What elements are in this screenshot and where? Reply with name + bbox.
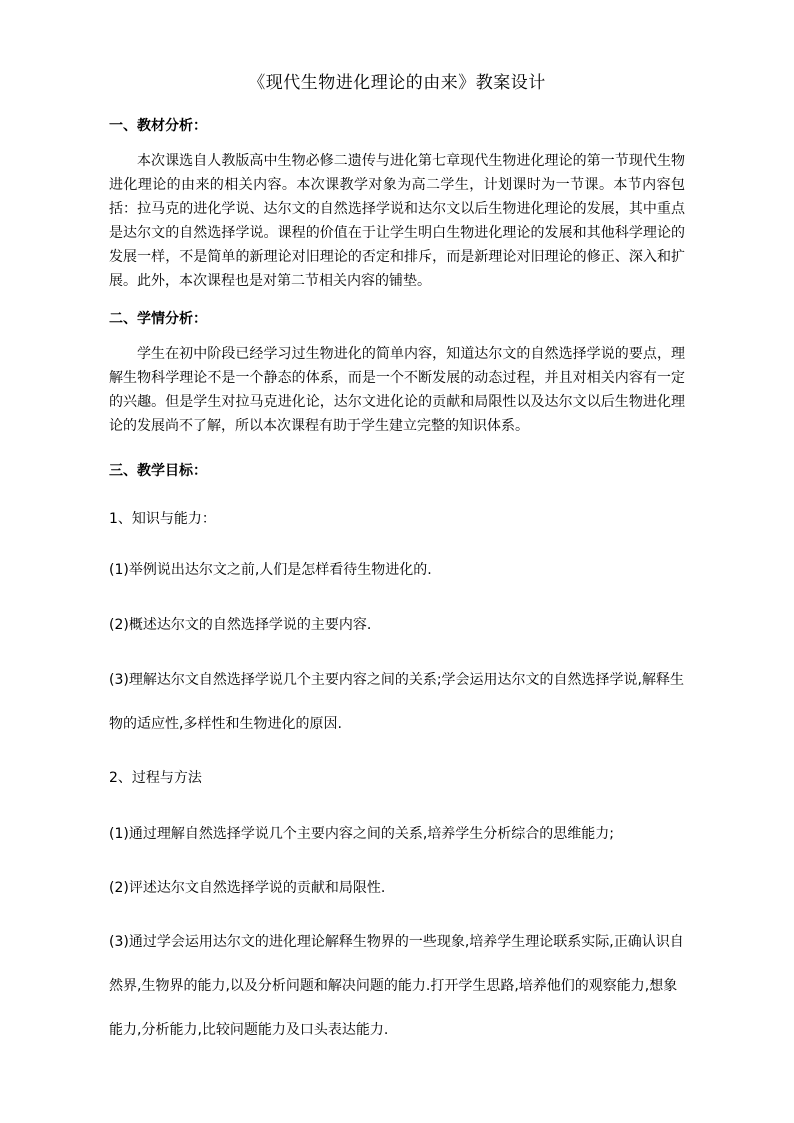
subheading-knowledge-ability: 1、知识与能力：: [109, 511, 216, 527]
goal-item-knowledge-3: (3)理解达尔文自然选择学说几个主要内容之间的关系;学会运用达尔文的自然选择学说,解释生物的适应性,多样性和生物进化的原因.: [109, 672, 684, 732]
section-heading-textbook-analysis: 一、教材分析：: [109, 118, 207, 134]
section-heading-teaching-goals: 三、教学目标：: [109, 463, 207, 479]
goal-item-knowledge-1: (1)举例说出达尔文之前,人们是怎样看待生物进化的.: [109, 562, 432, 578]
document-title: 《现代生物进化理论的由来》教案设计: [248, 73, 546, 93]
goal-item-process-3: (3)通过学会运用达尔文的进化理论解释生物界的一些现象,培养学生理论联系实际,正确认识自然界,生物界的能力,以及分析问题和解决问题的能力.打开学生思路,培养他们的观察能力,想象能力,分析能力,比较问题能力及口头表达能力.: [109, 934, 684, 1038]
subheading-process-method: 2、过程与方法: [109, 770, 202, 786]
paragraph-textbook-analysis: 本次课选自人教版高中生物必修二遗传与进化第七章现代生物进化理论的第一节现代生物进化理论的由来的相关内容。本次课教学对象为高二学生，计划课时为一节课。本节内容包括：拉马克的进化学说、达尔文的自然选择学说和达尔文以后生物进化理论的发展，其中重点是达尔文的自然选择学说。课程的价值在于让学生明白生物进化理论的发展和其他科学理论的发展一样，不是简单的新理论对旧理论的否定和排斥，而是新理论对旧理论的修正、深入和扩展。此外，本次课程也是对第二节相关内容的铺垫。: [109, 153, 685, 289]
goal-item-process-1: (1)通过理解自然选择学说几个主要内容之间的关系,培养学生分析综合的思维能力;: [109, 826, 614, 842]
section-heading-student-analysis: 二、学情分析：: [109, 311, 207, 327]
goal-item-knowledge-2: (2)概述达尔文的自然选择学说的主要内容.: [109, 617, 372, 633]
goal-item-process-2: (2)评述达尔文自然选择学说的贡献和局限性.: [109, 880, 386, 896]
paragraph-student-analysis: 学生在初中阶段已经学习过生物进化的简单内容，知道达尔文的自然选择学说的要点，理解生物科学理论不是一个静态的体系，而是一个不断发展的动态过程，并且对相关内容有一定的兴趣。但是学生对拉马克进化论，达尔文进化论的贡献和局限性以及达尔文以后生物进化理论的发展尚不了解，所以本次课程有助于学生建立完整的知识体系。: [109, 346, 685, 434]
